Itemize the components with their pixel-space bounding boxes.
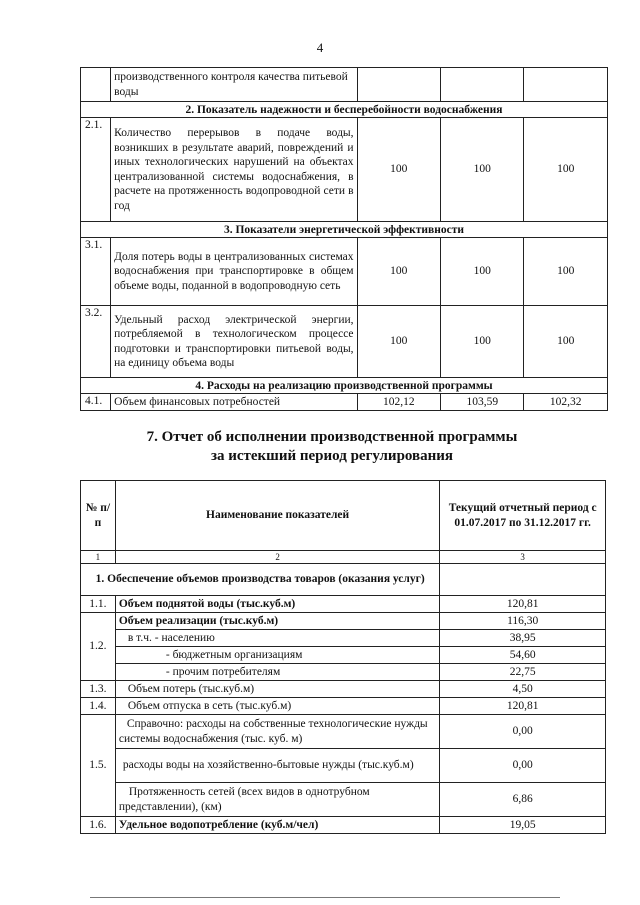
row-name: Удельное водопотребление (куб.м/чел) [115, 817, 439, 834]
section4-title: 4. Расходы на реализацию производственной программы [81, 378, 608, 394]
table-row [81, 715, 606, 749]
row-value: 120,81 [440, 698, 606, 715]
table-row [81, 306, 608, 378]
row-value: 54,60 [440, 647, 606, 664]
row-name: - бюджетным организациям [115, 647, 439, 664]
row-number: 2.1. [81, 118, 111, 222]
column-index-row [81, 551, 606, 564]
value-2: 103,59 [441, 394, 524, 411]
value-3: 100 [524, 238, 608, 306]
section-header [81, 102, 608, 118]
row-text: Доля потерь воды в централизованных системах водоснабжения при транспортировке в общем объеме воды, поданной в водопроводную сеть [111, 238, 357, 306]
header-period: Текущий отчетный период с 01.07.2017 по 31.12.2017 гг. [440, 481, 606, 551]
row-name: Объем отпуска в сеть (тыс.куб.м) [115, 698, 439, 715]
section1-title: 1. Обеспечение объемов производства товаров (оказания услуг) [81, 564, 440, 596]
table-row [81, 749, 606, 783]
section3-title: 3. Показатели энергетической эффективности [81, 222, 608, 238]
table-row [81, 681, 606, 698]
row-name: расходы воды на хозяйственно-бытовые нужды (тыс.куб.м) [115, 749, 439, 783]
value-3: 100 [524, 118, 608, 222]
row-number: 3.1. [81, 238, 111, 306]
row-number: 1.1. [81, 596, 116, 613]
section2-title: 2. Показатель надежности и бесперебойности водоснабжения [81, 102, 608, 118]
table-row [81, 630, 606, 647]
row-value: 22,75 [440, 664, 606, 681]
row-number: 1.3. [81, 681, 116, 698]
row-value: 4,50 [440, 681, 606, 698]
row-name: - прочим потребителям [115, 664, 439, 681]
section-header [81, 564, 606, 596]
table-row [81, 613, 606, 630]
value-2: 100 [441, 306, 524, 378]
row-text: Удельный расход электрической энергии, потребляемой в технологическом процессе подготовки и транспортировки питьевой воды, на единицу объема воды [111, 306, 357, 378]
row-number: 1.4. [81, 698, 116, 715]
heading-line2: за истекший период регулирования [210, 448, 454, 464]
value-3: 100 [524, 306, 608, 378]
row-name: Протяженность сетей (всех видов в однотрубном представлении), (км) [115, 783, 439, 817]
row-value: 6,86 [440, 783, 606, 817]
row-number: 3.2. [81, 306, 111, 378]
value-3: 102,32 [524, 394, 608, 411]
row-text: Количество перерывов в подаче воды, возникших в результате аварий, повреждений и иных технологических нарушений на объектах централизованной системы водоснабжения, в расчете на протяженность водопроводной сети в год [111, 118, 357, 222]
page-bottom-rule [90, 897, 560, 898]
table-header-row [81, 481, 606, 551]
row-value: 38,95 [440, 630, 606, 647]
row-value: 116,30 [440, 613, 606, 630]
table-row [81, 394, 608, 411]
value-1: 100 [357, 306, 440, 378]
value-2: 100 [441, 238, 524, 306]
row-value: 0,00 [440, 715, 606, 749]
table-row [81, 596, 606, 613]
row-name: Справочно: расходы на собственные технологические нужды системы водоснабжения (тыс. куб. м) [115, 715, 439, 749]
value-2: 100 [441, 118, 524, 222]
column-index: 1 [81, 551, 116, 564]
row-text: производственного контроля качества питьевой воды [111, 68, 357, 102]
value-1: 102,12 [357, 394, 440, 411]
row-name: в т.ч. - населению [115, 630, 439, 647]
header-name: Наименование показателей [115, 481, 439, 551]
table-row [81, 664, 606, 681]
table-row [81, 647, 606, 664]
row-name: Объем потерь (тыс.куб.м) [115, 681, 439, 698]
row-number: 1.2. [81, 613, 116, 681]
table-row [81, 783, 606, 817]
heading-line1: 7. Отчет об исполнении производственной программы [146, 429, 518, 445]
indicators-table [80, 67, 608, 411]
row-value: 120,81 [440, 596, 606, 613]
table-row [81, 68, 608, 102]
row-value: 19,05 [440, 817, 606, 834]
section-header [81, 222, 608, 238]
row-text: Объем финансовых потребностей [111, 394, 357, 411]
section-header [81, 378, 608, 394]
row-number: 1.5. [81, 715, 116, 817]
column-index: 3 [440, 551, 606, 564]
table-row [81, 698, 606, 715]
row-name: Объем реализации (тыс.куб.м) [115, 613, 439, 630]
row-name: Объем поднятой воды (тыс.куб.м) [115, 596, 439, 613]
row-number: 4.1. [81, 394, 111, 411]
column-index: 2 [115, 551, 439, 564]
table-row [81, 238, 608, 306]
table-row [81, 817, 606, 834]
row-value: 0,00 [440, 749, 606, 783]
page-number: 4 [316, 40, 324, 55]
row-number: 1.6. [81, 817, 116, 834]
report-table [80, 480, 606, 834]
value-1: 100 [357, 238, 440, 306]
header-number: № п/п [81, 481, 116, 551]
table-row [81, 118, 608, 222]
value-1: 100 [357, 118, 440, 222]
section-heading [0, 428, 640, 466]
